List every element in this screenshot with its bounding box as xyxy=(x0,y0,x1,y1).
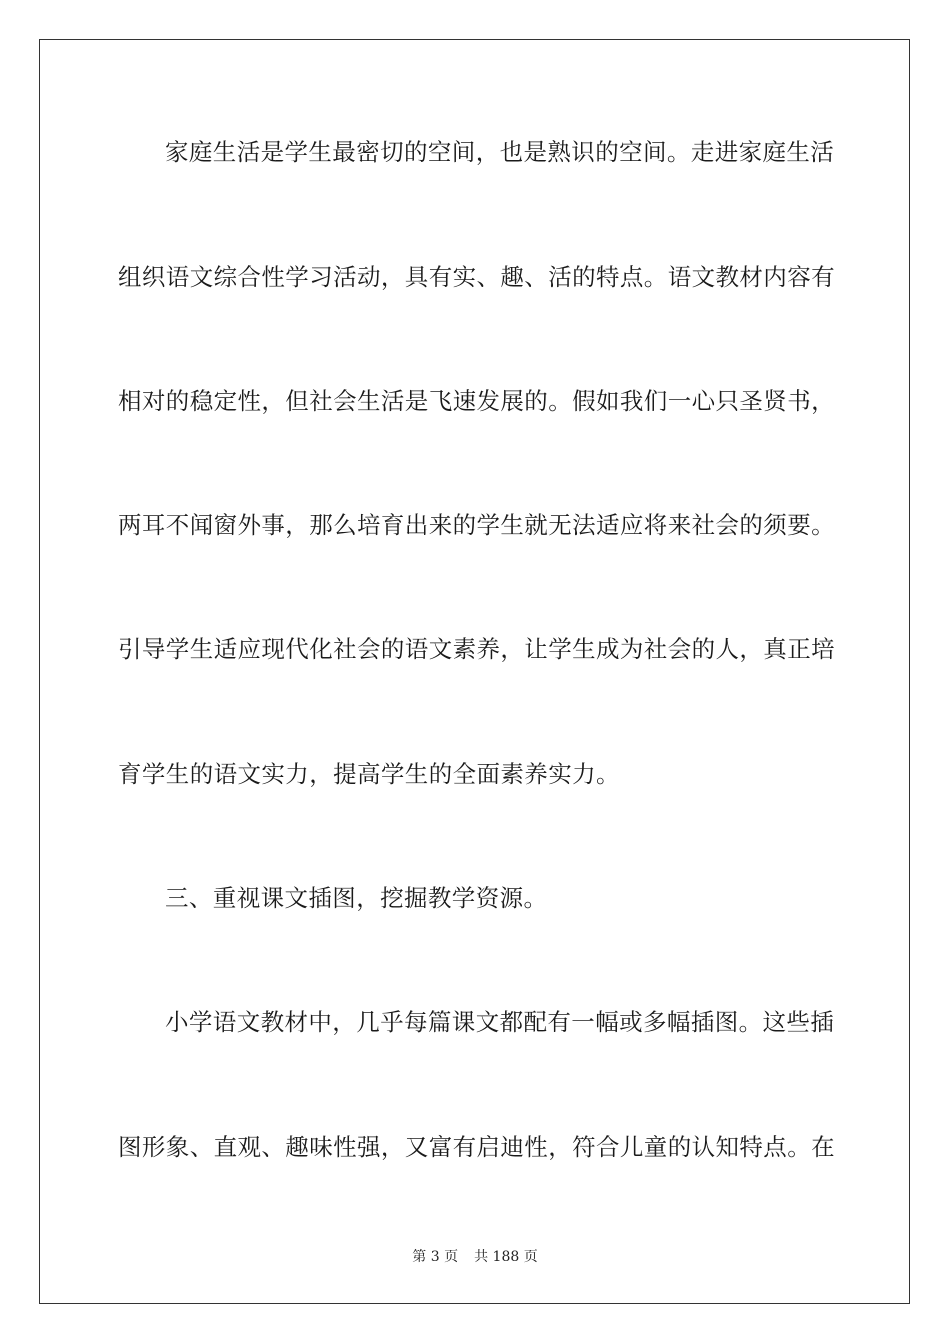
paragraph-line-4: 两耳不闻窗外事，那么培育出来的学生就无法适应将来社会的须要。 xyxy=(118,511,835,539)
page-border xyxy=(39,39,910,1304)
paragraph-line-1: 家庭生活是学生最密切的空间，也是熟识的空间。走进家庭生活 xyxy=(165,138,835,166)
page-number: 第 3 页 xyxy=(412,1249,459,1265)
paragraph-line-8: 图形象、直观、趣味性强，又富有启迪性，符合儿童的认知特点。在 xyxy=(118,1133,835,1161)
page-total: 共 188 页 xyxy=(474,1249,538,1265)
page-footer xyxy=(0,1248,950,1266)
paragraph-line-2: 组织语文综合性学习活动，具有实、趣、活的特点。语文教材内容有 xyxy=(118,263,835,291)
paragraph-line-6: 育学生的语文实力，提高学生的全面素养实力。 xyxy=(118,760,620,788)
paragraph-line-7: 小学语文教材中，几乎每篇课文都配有一幅或多幅插图。这些插 xyxy=(165,1008,835,1036)
section-heading: 三、重视课文插图，挖掘教学资源。 xyxy=(165,884,548,912)
paragraph-line-5: 引导学生适应现代化社会的语文素养，让学生成为社会的人，真正培 xyxy=(118,635,835,663)
paragraph-line-3: 相对的稳定性，但社会生活是飞速发展的。假如我们一心只圣贤书， xyxy=(118,387,835,415)
